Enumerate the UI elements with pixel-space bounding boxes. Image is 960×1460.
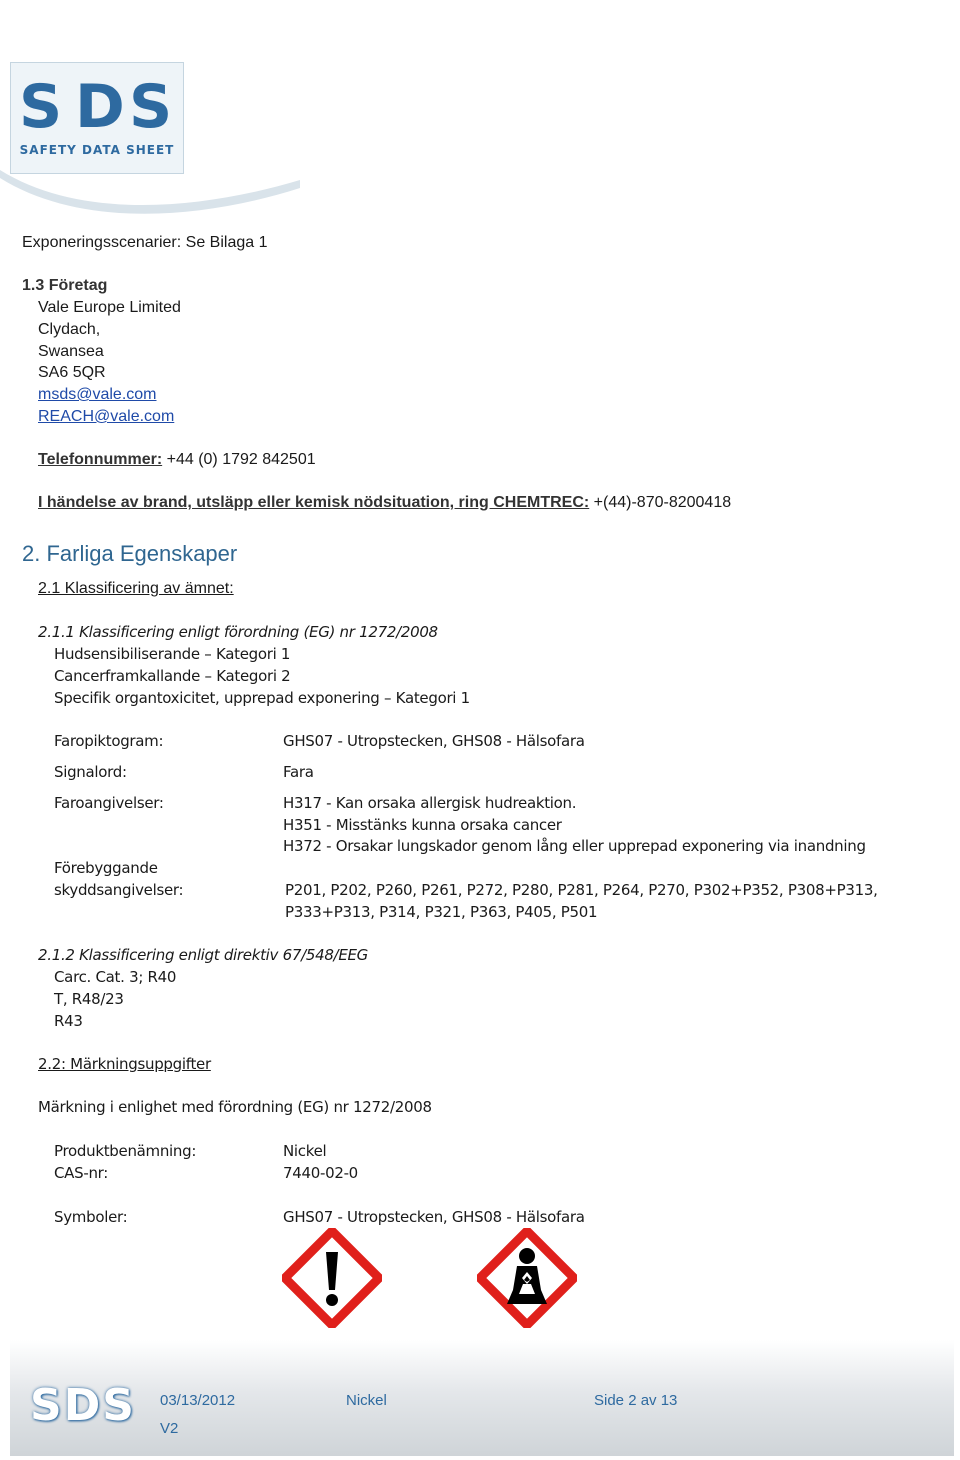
emergency-value: +(44)-870-8200418 <box>593 494 732 511</box>
company-postcode: SA6 5QR <box>38 364 106 381</box>
logo-letter-s1: S <box>19 72 63 142</box>
ghs08-health-hazard-icon <box>477 1228 577 1328</box>
signal-word-value: Fara <box>283 763 314 781</box>
section-2-1-1-title: 2.1.1 Klassificering enligt förordning (EG) nr 1272/2008 <box>38 623 438 641</box>
signal-word-label: Signalord: <box>54 763 127 781</box>
precaution-statements-line-2: P333+P313, P314, P321, P363, P405, P501 <box>285 903 598 921</box>
directive-line-2: T, R48/23 <box>54 990 124 1008</box>
section-2-1-heading: 2.1 Klassificering av ämnet: <box>38 580 234 597</box>
product-name-value: Nickel <box>283 1142 327 1160</box>
email-link-msds[interactable]: msds@vale.com <box>38 386 157 403</box>
hazard-statements-label: Faroangivelser: <box>54 794 164 812</box>
product-name-label: Produktbenämning: <box>54 1142 197 1160</box>
hazard-statement-h351: H351 - Misstänks kunna orsaka cancer <box>283 816 562 834</box>
footer-version: V2 <box>160 1420 179 1437</box>
logo-letter-d: D <box>75 72 125 142</box>
logo-letter-s2: S <box>129 72 173 142</box>
cas-number-value: 7440-02-0 <box>283 1164 358 1182</box>
pictogram-value: GHS07 - Utropstecken, GHS08 - Hälsofara <box>283 732 585 750</box>
labelling-regulation-text: Märkning i enlighet med förordning (EG) nr 1272/2008 <box>38 1098 432 1116</box>
directive-line-1: Carc. Cat. 3; R40 <box>54 968 177 986</box>
emergency-label: I händelse av brand, utsläpp eller kemisk nödsituation, ring CHEMTREC: <box>38 494 590 511</box>
precaution-statements-line-1: P201, P202, P260, P261, P272, P280, P281, P264, P270, P302+P352, P308+P313, <box>285 881 878 899</box>
logo-swoosh-decoration <box>0 150 300 220</box>
section-2-2-title: 2.2: Märkningsuppgifter <box>38 1055 211 1073</box>
ghs07-exclamation-icon <box>282 1228 382 1328</box>
symbols-value: GHS07 - Utropstecken, GHS08 - Hälsofara <box>283 1208 585 1226</box>
phone-row <box>38 449 316 471</box>
page-footer <box>10 1340 954 1456</box>
directive-line-3: R43 <box>54 1012 83 1030</box>
symbols-label: Symboler: <box>54 1208 128 1226</box>
hazard-statement-h372: H372 - Orsakar lungskador genom lång eller upprepad exponering via inandning <box>283 837 866 855</box>
cas-number-label: CAS-nr: <box>54 1164 109 1182</box>
phone-value: +44 (0) 1792 842501 <box>166 451 316 468</box>
emergency-row <box>38 492 731 514</box>
footer-logo: SDS <box>30 1380 136 1431</box>
exposure-scenarios-text: Exponeringsscenarier: Se Bilaga 1 <box>22 234 268 251</box>
classification-line-3: Specifik organtoxicitet, upprepad exponering – Kategori 1 <box>54 689 470 707</box>
email-link-reach[interactable]: REACH@vale.com <box>38 408 175 425</box>
logo-subtitle: SAFETY DATA SHEET <box>19 143 175 157</box>
company-heading: 1.3 Företag <box>22 277 108 294</box>
company-address-1: Clydach, <box>38 321 101 338</box>
company-name: Vale Europe Limited <box>38 299 181 316</box>
classification-line-1: Hudsensibiliserande – Kategori 1 <box>54 645 291 663</box>
precaution-label-line-1: Förebyggande <box>54 859 158 877</box>
section-2-title: 2. Farliga Egenskaper <box>22 541 238 566</box>
section-2-1-2-title: 2.1.2 Klassificering enligt direktiv 67/548/EEG <box>38 946 368 964</box>
footer-product: Nickel <box>346 1392 387 1409</box>
company-address-2: Swansea <box>38 343 104 360</box>
footer-page-number: Side 2 av 13 <box>594 1392 678 1409</box>
pictogram-label: Faropiktogram: <box>54 732 164 750</box>
hazard-statement-h317: H317 - Kan orsaka allergisk hudreaktion. <box>283 794 577 812</box>
footer-date: 03/13/2012 <box>160 1392 236 1409</box>
classification-line-2: Cancerframkallande – Kategori 2 <box>54 667 291 685</box>
precaution-label-line-2: skyddsangivelser: <box>54 881 184 899</box>
phone-label: Telefonnummer: <box>38 451 163 468</box>
